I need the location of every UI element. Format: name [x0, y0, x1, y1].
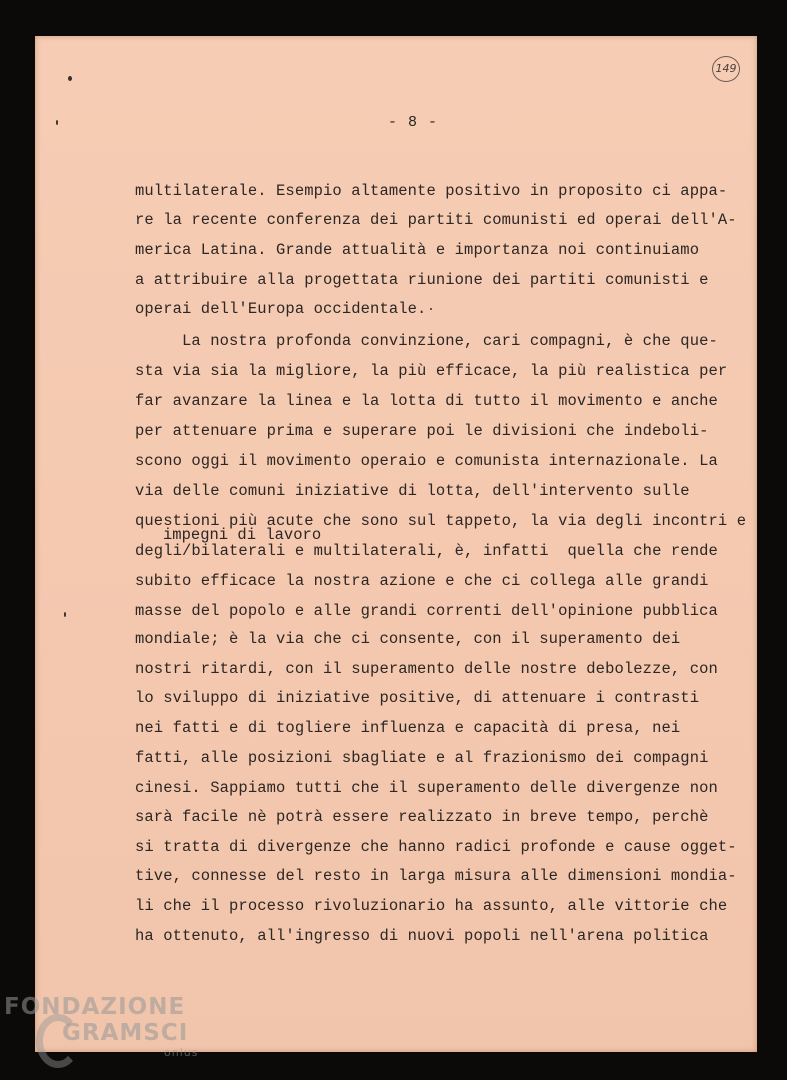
- body-text-line: nei fatti e di togliere influenza e capacità di presa, nei: [135, 719, 681, 737]
- paper-speck: [68, 76, 72, 81]
- body-text-line: cinesi. Sappiamo tutti che il superamento delle divergenze non: [135, 779, 718, 797]
- body-text-line: merica Latina. Grande attualità e importanza noi continuiamo: [135, 241, 700, 259]
- body-text-line: tive, connesse del resto in larga misura alle dimensioni mondia-: [135, 867, 737, 885]
- body-text-line: subito efficace la nostra azione e che ci collega alle grandi: [135, 572, 709, 590]
- paper-speck: [430, 308, 432, 310]
- body-text-line: La nostra profonda convinzione, cari compagni, è che que-: [135, 332, 718, 350]
- watermark: [4, 994, 198, 1060]
- body-text-line: fatti, alle posizioni sbagliate e al frazionismo dei compagni: [135, 749, 709, 767]
- body-text-line: degli/bilaterali e multilaterali, è, infatti quella che rende: [135, 542, 718, 560]
- body-text-line: si tratta di divergenze che hanno radici profonde e cause ogget-: [135, 838, 737, 856]
- body-text-line: re la recente conferenza dei partiti comunisti ed operai dell'A-: [135, 211, 737, 229]
- body-text-line: nostri ritardi, con il superamento delle nostre debolezze, con: [135, 660, 718, 678]
- body-text-line: via delle comuni iniziative di lotta, dell'intervento sulle: [135, 482, 690, 500]
- body-text-line: per attenuare prima e superare poi le divisioni che indeboli-: [135, 422, 709, 440]
- body-text-line: li che il processo rivoluzionario ha assunto, alle vittorie che: [135, 897, 728, 915]
- paper-speck: [64, 612, 66, 617]
- page-number: - 8 -: [388, 114, 439, 131]
- body-text-line: operai dell'Europa occidentale.: [135, 300, 427, 318]
- body-text-line: scono oggi il movimento operaio e comunista internazionale. La: [135, 452, 718, 470]
- body-text-line: questioni più acute che sono sul tappeto, la via degli incontri e: [135, 512, 747, 530]
- body-text-line: sarà facile nè potrà essere realizzato in breve tempo, perchè: [135, 808, 709, 826]
- body-text-line: lo sviluppo di iniziative positive, di attenuare i contrasti: [135, 689, 700, 707]
- body-text-line: a attribuire alla progettata riunione dei partiti comunisti e: [135, 271, 709, 289]
- body-text-line: ha ottenuto, all'ingresso di nuovi popoli nell'arena politica: [135, 927, 709, 945]
- paper-speck: [56, 120, 58, 125]
- archive-number-stamp: 149: [712, 56, 740, 82]
- body-text-line: sta via sia la migliore, la più efficace, la più realistica per: [135, 362, 728, 380]
- watermark-line2: GRAMSCI: [62, 1020, 189, 1046]
- body-text-line: masse del popolo e alle grandi correnti dell'opinione pubblica: [135, 602, 718, 620]
- handwritten-style-insert: impegni di lavoro: [163, 526, 322, 544]
- body-text-line: mondiale; è la via che ci consente, con il superamento dei: [135, 630, 681, 648]
- body-text-line: far avanzare la linea e la lotta di tutto il movimento e anche: [135, 392, 718, 410]
- watermark-line3: onlus: [164, 1046, 199, 1059]
- watermark-line1: FONDAZIONE: [4, 994, 186, 1020]
- body-text-line: multilaterale. Esempio altamente positivo in proposito ci appa-: [135, 182, 728, 200]
